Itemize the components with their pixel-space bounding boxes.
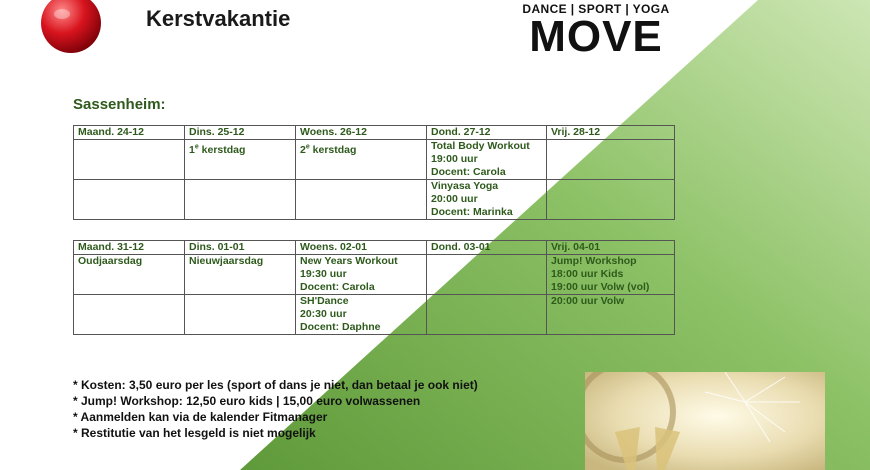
table-row: [74, 140, 675, 180]
table-cell: [427, 295, 547, 335]
table-cell: [185, 180, 296, 220]
table-header-row: [74, 241, 675, 255]
header-cell: Dins. 01-01: [185, 241, 296, 255]
header-cell: Vrij. 04-01: [547, 241, 675, 255]
header-cell: Dond. 03-01: [427, 241, 547, 255]
header-cell: Woens. 26-12: [296, 126, 427, 140]
note-item: * Aanmelden kan via de kalender Fitmanager: [73, 410, 328, 424]
holiday-label: 2e kerstdag: [300, 143, 357, 156]
page-title: Kerstvakantie: [146, 6, 291, 31]
schedule-week-2: [73, 240, 675, 335]
class-entry: Jump! Workshop 18:00 uur Kids 19:00 uur Volw (vol): [547, 255, 675, 295]
schedule-week-1: [73, 125, 675, 220]
class-entry: Vinyasa Yoga 20:00 uur Docent: Marinka: [427, 180, 547, 220]
location-heading: Sassenheim:: [73, 96, 166, 113]
class-entry: SH'Dance 20:30 uur Docent: Daphne: [296, 295, 427, 335]
header-cell: Maand. 24-12: [74, 126, 185, 140]
header-cell: Dond. 27-12: [427, 126, 547, 140]
brand-tagline: DANCE | SPORT | YOGA: [522, 2, 670, 16]
table-cell: [185, 140, 296, 180]
note-item: * Kosten: 3,50 euro per les (sport of dans je niet, dan betaal je ook niet): [73, 378, 478, 392]
table-cell: [185, 295, 296, 335]
class-entry: 20:00 uur Volw: [547, 295, 675, 335]
header-cell: Maand. 31-12: [74, 241, 185, 255]
table-cell: [427, 255, 547, 295]
table-cell: [547, 180, 675, 220]
header-cell: Vrij. 28-12: [547, 126, 675, 140]
table-cell: [296, 140, 427, 180]
holiday-label: Nieuwjaarsdag: [185, 255, 296, 295]
table-cell: [547, 140, 675, 180]
christmas-ornament-icon: [40, 0, 102, 55]
class-entry: New Years Workout 19:30 uur Docent: Carola: [296, 255, 427, 295]
header-cell: Woens. 02-01: [296, 241, 427, 255]
header-cell: Dins. 25-12: [185, 126, 296, 140]
table-cell: [74, 140, 185, 180]
table-row: [74, 255, 675, 295]
notes-list: [73, 377, 478, 441]
table-header-row: [74, 126, 675, 140]
champagne-fireworks-image: [585, 372, 825, 470]
brand-name: MOVE: [529, 12, 663, 61]
table-row: [74, 180, 675, 220]
class-entry: Total Body Workout 19:00 uur Docent: Carola: [427, 140, 547, 180]
move-logo: [514, 2, 678, 61]
table-cell: [296, 180, 427, 220]
holiday-label: Oudjaarsdag: [74, 255, 185, 295]
table-cell: [74, 180, 185, 220]
holiday-label: 1e kerstdag: [189, 143, 246, 156]
note-item: * Jump! Workshop: 12,50 euro kids | 15,00 euro volwassenen: [73, 394, 421, 408]
note-item: * Restitutie van het lesgeld is niet mogelijk: [73, 426, 316, 440]
table-cell: [74, 295, 185, 335]
table-row: [74, 295, 675, 335]
